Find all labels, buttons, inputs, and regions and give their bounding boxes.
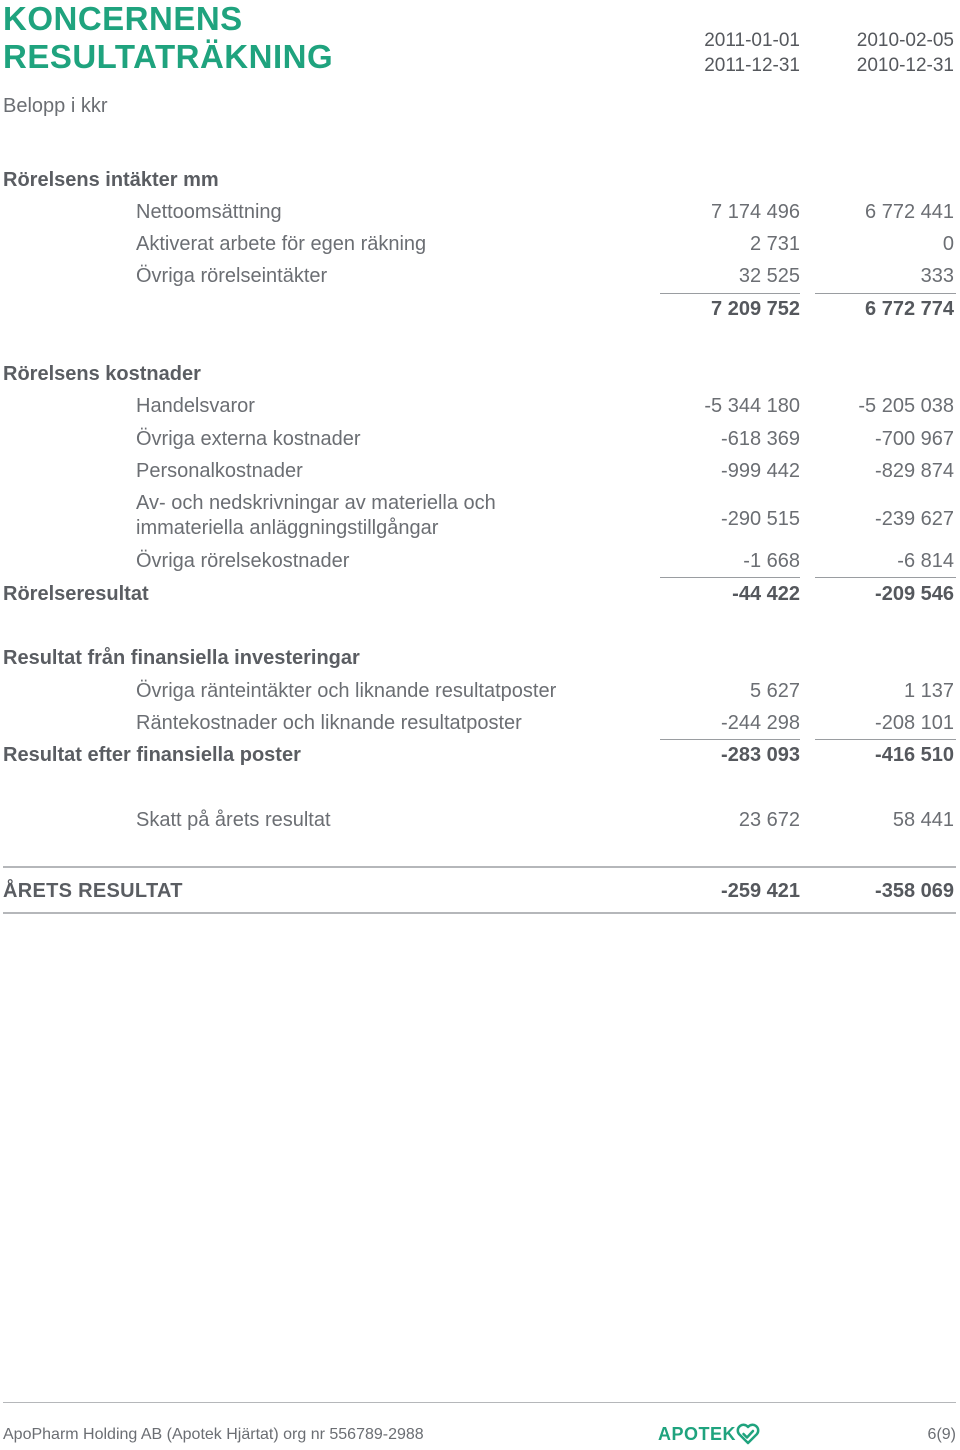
page-footer: [3, 1420, 956, 1450]
value-2011: -618 369: [721, 428, 800, 450]
value-2011: 32 525: [738, 265, 800, 287]
value-2011: 7 174 496: [711, 201, 800, 223]
table-row: [0, 260, 956, 292]
value-2010: -239 627: [875, 508, 954, 530]
value-2010: -6 814: [897, 550, 954, 572]
section-heading-label: Rörelsens kostnader: [3, 363, 201, 385]
operating-result-row: [0, 578, 956, 610]
after-financial-row: [0, 739, 956, 771]
title-line-2: RESULTATRÄKNING: [3, 38, 334, 75]
divider: [3, 866, 956, 868]
section-heading-financial: [0, 642, 956, 674]
period-2011: [650, 28, 800, 78]
table-row: [0, 491, 956, 547]
value-2011: -283 093: [721, 744, 800, 766]
value-2010: -208 101: [875, 712, 954, 734]
period-2011-start: 2011-01-01: [704, 30, 800, 51]
period-2010: [804, 28, 954, 78]
row-label: Nettoomsättning: [136, 201, 282, 223]
period-2010-end: 2010-12-31: [856, 55, 954, 76]
value-2010: 58 441: [892, 809, 954, 831]
apotek-logo: [658, 1422, 760, 1446]
value-2010: 6 772 774: [865, 298, 954, 320]
row-label: Aktiverat arbete för egen räkning: [136, 233, 427, 255]
title-line-1: KONCERNENS: [3, 0, 243, 37]
table-row: [0, 707, 956, 739]
row-label: Av- och nedskrivningar av materiella och immateriella anläggningstillgångar: [136, 492, 496, 539]
table-row: [0, 675, 956, 707]
year-result-row: [0, 875, 956, 907]
page-number: 6(9): [927, 1426, 956, 1443]
section-heading-income: [0, 164, 956, 196]
footer-org-text: ApoPharm Holding AB (Apotek Hjärtat) org nr 556789-2988: [3, 1426, 424, 1443]
value-2011: -259 421: [721, 880, 800, 902]
period-2010-start: 2010-02-05: [856, 30, 954, 51]
value-2011: -290 515: [721, 508, 800, 530]
value-2011: 5 627: [749, 680, 800, 702]
value-2010: -5 205 038: [858, 395, 954, 417]
value-2011: 7 209 752: [711, 298, 800, 320]
row-label: Räntekostnader och liknande resultatposter: [136, 712, 522, 734]
logo-text: APOTEK: [658, 1423, 737, 1444]
row-label: Personalkostnader: [136, 460, 303, 482]
section-heading-label: Resultat från finansiella investeringar: [3, 647, 360, 669]
value-2011: -44 422: [732, 583, 800, 605]
row-label: Övriga rörelseintäkter: [136, 265, 328, 287]
row-label: Rörelseresultat: [3, 583, 149, 605]
table-row: [0, 390, 956, 422]
value-2010: 333: [920, 265, 954, 287]
value-2010: -416 510: [875, 744, 954, 766]
value-2011: -5 344 180: [704, 395, 800, 417]
row-label: Skatt på årets resultat: [136, 809, 331, 831]
value-2010: 1 137: [903, 680, 954, 702]
value-2010: -829 874: [875, 460, 954, 482]
table-row: [0, 196, 956, 228]
value-2010: 0: [942, 233, 954, 255]
footer-divider: [3, 1402, 956, 1403]
table-row: [0, 545, 956, 577]
report-title: [3, 0, 333, 76]
value-2010: 6 772 441: [865, 201, 954, 223]
value-2010: -700 967: [875, 428, 954, 450]
value-2011: -1 668: [743, 550, 800, 572]
value-2011: -244 298: [721, 712, 800, 734]
section-heading-label: Rörelsens intäkter mm: [3, 169, 219, 191]
row-label: ÅRETS RESULTAT: [3, 880, 183, 902]
period-2011-end: 2011-12-31: [704, 55, 800, 76]
tax-row: [0, 804, 956, 836]
section-heading-costs: [0, 358, 956, 390]
heart-icon: [736, 1423, 760, 1445]
table-row: [0, 228, 956, 260]
row-label: Övriga externa kostnader: [136, 428, 361, 450]
value-2010: -209 546: [875, 583, 954, 605]
row-label: Övriga ränteintäkter och liknande resultatposter: [136, 680, 557, 702]
value-2011: 2 731: [749, 233, 800, 255]
subtotal-row-income: [0, 293, 956, 325]
table-row: [0, 455, 956, 487]
value-2011: 23 672: [738, 809, 800, 831]
table-row: [0, 423, 956, 455]
row-label: Resultat efter finansiella poster: [3, 744, 301, 766]
value-2010: -358 069: [875, 880, 954, 902]
value-2011: -999 442: [721, 460, 800, 482]
divider: [3, 912, 956, 914]
unit-label: Belopp i kkr: [3, 95, 108, 117]
row-label: Övriga rörelsekostnader: [136, 550, 350, 572]
row-label: Handelsvaror: [136, 395, 255, 417]
